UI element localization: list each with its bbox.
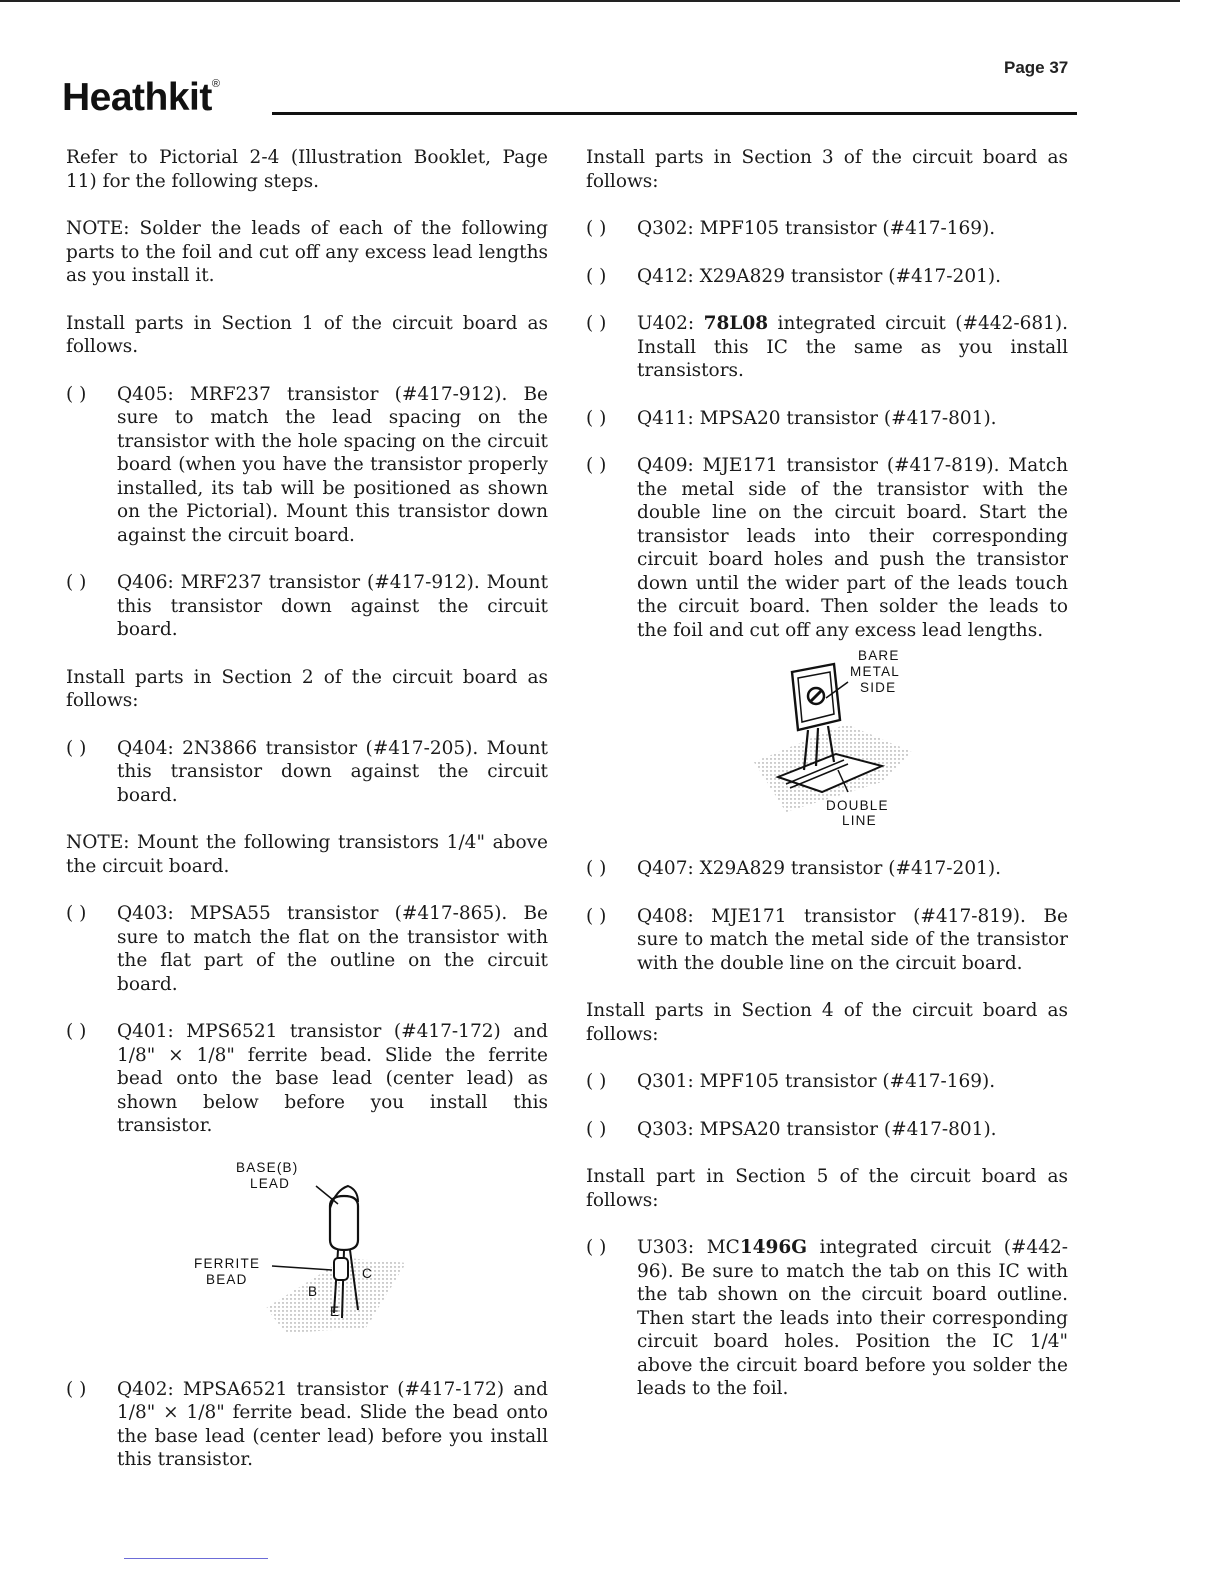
page-number: Page 37 [1004, 58, 1069, 77]
step-q408 [586, 905, 1068, 976]
checkbox[interactable]: ( ) [66, 903, 87, 924]
checkbox[interactable]: ( ) [586, 1237, 607, 1258]
label-bead: BEAD [206, 1271, 248, 1287]
label-c: C [362, 1265, 373, 1281]
label-e: E [330, 1303, 341, 1319]
step-suffix: integrated circuit (#442-96). Be sure to match the tab on this IC with the tab shown on the circuit board outline. Then start the leads into their corresponding circuit board holes. Position the IC 1/4" above the circuit board before you solder the leads to the foil. [637, 1237, 1068, 1399]
part-number-bold: 78L08 [703, 313, 769, 334]
step-text: Q411: MPSA20 transistor (#417-801). [637, 407, 997, 429]
step-q404 [66, 737, 548, 808]
transistor-body [330, 1196, 358, 1250]
label-double: DOUBLE [826, 798, 889, 813]
base-lead-pointer [316, 1186, 338, 1204]
step-text: Q405: MRF237 transistor (#417-912). Be sure to match the lead spacing on the transistor with the hole spacing on the circuit board (when you have the transistor properly installed, its tab will be positioned as shown on the Pictorial). Mount this transistor down against the circuit board. [117, 383, 548, 546]
intro-paragraph: Refer to Pictorial 2-4 (Illustration Booklet, Page 11) for the following steps. [66, 147, 548, 192]
checkbox[interactable]: ( ) [66, 737, 87, 759]
checkbox[interactable]: ( ) [586, 1071, 607, 1092]
step-suffix: integrated circuit (#442-681). Install this IC the same as you install transistors. [637, 313, 1068, 381]
bottom-link-line [124, 1558, 268, 1559]
step-text: Q404: 2N3866 transistor (#417-205). Mount this transistor down against the circuit board. [117, 737, 548, 806]
step-text: Q412: X29A829 transistor (#417-201). [637, 265, 1001, 287]
section-5-intro: Install part in Section 5 of the circuit board as follows: [586, 1166, 1068, 1211]
checkbox[interactable]: ( ) [586, 455, 607, 476]
step-q301 [586, 1070, 1068, 1094]
step-prefix: U402: [637, 313, 704, 334]
step-text: Q403: MPSA55 transistor (#417-865). Be sure to match the flat on the transistor with the flat part of the outline on the circuit board. [117, 903, 548, 995]
section-4-intro: Install parts in Section 4 of the circuit board as follows: [586, 1000, 1068, 1045]
step-text: Q402: MPSA6521 transistor (#417-172) and 1/8" × 1/8" ferrite bead. Slide the bead onto the base lead (center lead) before you install this transistor. [117, 1378, 548, 1470]
step-text: Q408: MJE171 transistor (#417-819). Be sure to match the metal side of the transistor with the double line on the circuit board. [637, 905, 1068, 974]
label-ferrite: FERRITE [194, 1255, 261, 1271]
checkbox[interactable]: ( ) [586, 858, 607, 879]
label-base: BASE(B) [236, 1159, 299, 1175]
step-prefix: U303: MC [637, 1237, 740, 1258]
section-1-intro: Install parts in Section 1 of the circuit board as follows. [66, 312, 548, 357]
step-text: Q401: MPS6521 transistor (#417-172) and 1/8" × 1/8" ferrite bead. Slide the ferrite bead onto the base lead (center lead) as shown below before you install this transistor. [117, 1021, 548, 1136]
checkbox[interactable]: ( ) [586, 1118, 607, 1140]
step-q405 [66, 383, 548, 548]
step-q401 [66, 1020, 548, 1138]
checkbox[interactable]: ( ) [586, 313, 607, 334]
note-mount-height: NOTE: Mount the following transistors 1/4" above the circuit board. [66, 832, 548, 877]
metal-side-diagram [586, 642, 1068, 857]
step-text: Q301: MPF105 transistor (#417-169). [637, 1071, 996, 1092]
step-q403 [66, 902, 548, 996]
checkbox[interactable]: ( ) [586, 265, 607, 287]
step-u303 [586, 1236, 1068, 1401]
step-q412 [586, 265, 1068, 289]
ferrite-bead-figure [66, 1138, 548, 1378]
step-q302 [586, 217, 1068, 241]
checkbox[interactable]: ( ) [586, 905, 607, 927]
step-text: Q407: X29A829 transistor (#417-201). [637, 858, 1001, 879]
checkbox[interactable]: ( ) [66, 1021, 87, 1042]
section-2-intro: Install parts in Section 2 of the circuit board as follows: [66, 666, 548, 711]
label-metal: METAL [850, 664, 901, 679]
brand-logo [62, 76, 219, 120]
label-side: SIDE [860, 680, 897, 695]
part-number-bold: 1496G [739, 1237, 808, 1258]
step-q407 [586, 857, 1068, 881]
label-line: LINE [842, 813, 877, 828]
step-q402 [66, 1378, 548, 1472]
left-column [66, 146, 548, 1472]
ferrite-pointer [272, 1266, 332, 1270]
step-text: Q303: MPSA20 transistor (#417-801). [637, 1118, 997, 1140]
step-text: Q409: MJE171 transistor (#417-819). Match the metal side of the transistor with the double line on the circuit board. Start the transistor leads into their corresponding circuit board holes and push the transistor down until the wider part of the leads touch the circuit board. Then solder the leads to the foil and cut off any excess lead lengths. [637, 455, 1068, 641]
section-3-intro: Install parts in Section 3 of the circuit board as follows: [586, 147, 1068, 192]
right-column [586, 146, 1068, 1401]
checkbox[interactable]: ( ) [66, 572, 87, 593]
registered-mark: ® [211, 78, 220, 90]
brand-name: Heathkit [62, 76, 212, 119]
step-q406 [66, 571, 548, 642]
checkbox[interactable]: ( ) [66, 383, 87, 405]
checkbox[interactable]: ( ) [586, 407, 607, 429]
step-q303 [586, 1118, 1068, 1142]
note-solder: NOTE: Solder the leads of each of the following parts to the foil and cut off any excess lead lengths as you install it. [66, 218, 548, 286]
step-q411 [586, 407, 1068, 431]
step-text: Q302: MPF105 transistor (#417-169). [637, 218, 996, 239]
label-lead: LEAD [250, 1175, 291, 1191]
step-u402 [586, 312, 1068, 383]
step-q409 [586, 454, 1068, 642]
label-bare: BARE [858, 648, 900, 663]
metal-side-figure [586, 642, 1068, 857]
label-b: B [308, 1283, 319, 1299]
ferrite-bead-diagram [66, 1138, 548, 1378]
top-border-line [0, 0, 1180, 2]
checkbox[interactable]: ( ) [586, 218, 607, 239]
step-text: Q406: MRF237 transistor (#417-912). Mount this transistor down against the circuit board. [117, 572, 548, 640]
ferrite-bead [334, 1258, 348, 1280]
checkbox[interactable]: ( ) [66, 1378, 87, 1400]
header-rule [272, 112, 1077, 115]
